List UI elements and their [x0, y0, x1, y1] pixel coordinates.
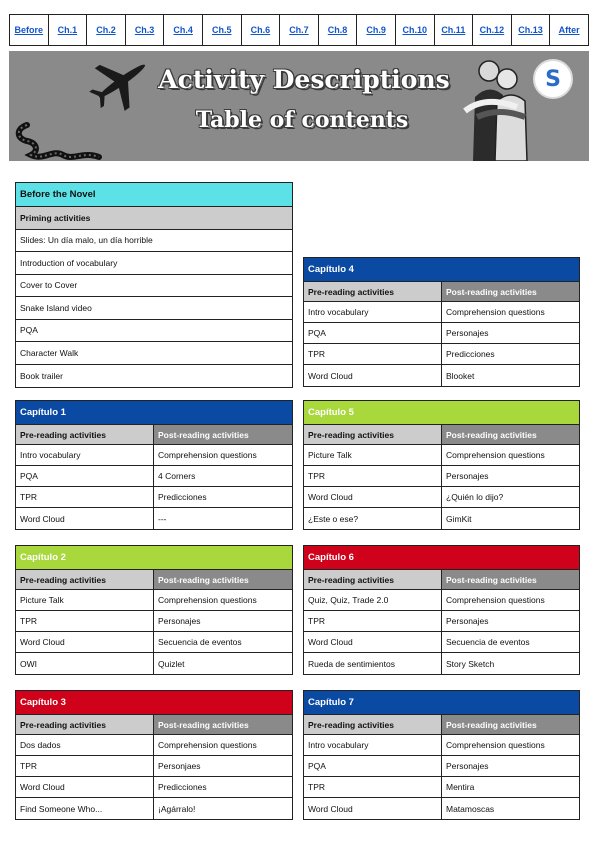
pre-activity: TPR [16, 487, 154, 507]
nav-link-ch6[interactable]: Ch.6 [241, 15, 280, 45]
post-activity: Mentira [446, 782, 475, 792]
pre-activity: Word Cloud [304, 365, 442, 386]
pre-activity: Quiz, Quiz, Trade 2.0 [304, 590, 442, 610]
capitulo-1-header: Capítulo 1 [16, 401, 292, 425]
pre-activity: Rueda de sentimientos [304, 653, 442, 674]
before-item: Slides: Un día malo, un día horrible [20, 235, 153, 246]
nav-link-ch7[interactable]: Ch.7 [279, 15, 318, 45]
post-activity: Story Sketch [446, 658, 495, 669]
pre-activity: OWI [16, 653, 154, 674]
pre-activity: Dos dados [16, 735, 154, 755]
post-reading-label: Post-reading activities [154, 715, 292, 734]
post-activity: Personajes [446, 471, 489, 481]
pre-activity: TPR [304, 611, 442, 631]
before-novel-header: Before the Novel [16, 183, 292, 207]
post-activity: ¿Quién lo dijo? [446, 492, 504, 502]
nav-link-ch2[interactable]: Ch.2 [86, 15, 125, 45]
pre-activity: Picture Talk [16, 590, 154, 610]
priming-activities-label: Priming activities [20, 212, 91, 223]
post-activity: 4 Corners [158, 471, 196, 481]
pre-activity: Find Someone Who... [16, 798, 154, 819]
post-activity: Comprehension questions [158, 450, 257, 460]
pre-activity: ¿Este o ese? [304, 508, 442, 529]
nav-link-ch5[interactable]: Ch.5 [202, 15, 241, 45]
pre-activity: TPR [304, 777, 442, 797]
pre-activity: Picture Talk [304, 445, 442, 465]
post-reading-label: Post-reading activities [154, 570, 292, 589]
capitulo-3-header: Capítulo 3 [16, 691, 292, 715]
nav-link-before[interactable]: Before [14, 25, 44, 35]
nav-link-ch10[interactable]: Ch.10 [395, 15, 434, 45]
post-activity: Predicciones [158, 782, 207, 792]
pre-activity: TPR [304, 344, 442, 364]
pre-reading-label: Pre-reading activities [304, 425, 442, 444]
pre-reading-label: Pre-reading activities [16, 425, 154, 444]
capitulo-4-table [303, 257, 580, 387]
banner-subtitle: Table of contents [195, 107, 409, 133]
pre-reading-label: Pre-reading activities [16, 570, 154, 589]
capitulo-3-table [15, 690, 293, 820]
post-activity: Personajes [446, 616, 489, 626]
pre-activity: PQA [304, 756, 442, 776]
pre-activity: PQA [16, 466, 154, 486]
post-activity: Comprehension questions [158, 740, 257, 750]
post-activity: Personajes [446, 328, 489, 338]
capitulo-1-table [15, 400, 293, 530]
pre-activity: TPR [16, 611, 154, 631]
header-banner [9, 51, 589, 161]
post-activity: Secuencia de eventos [446, 637, 530, 647]
post-activity: Blooket [446, 370, 475, 381]
post-activity: Secuencia de eventos [158, 637, 242, 647]
post-activity: Predicciones [158, 492, 207, 502]
pre-reading-label: Pre-reading activities [16, 715, 154, 734]
pre-activity: TPR [304, 466, 442, 486]
banner-title: Activity Descriptions [158, 65, 450, 94]
before-novel-table [15, 182, 293, 388]
post-activity: Comprehension questions [446, 740, 545, 750]
post-activity: ¡Agárralo! [158, 803, 196, 814]
pre-reading-label: Pre-reading activities [304, 715, 442, 734]
post-activity: Personajes [446, 761, 489, 771]
pre-activity: TPR [16, 756, 154, 776]
before-item: Introduction of vocabulary [20, 257, 118, 268]
capitulo-2-table [15, 545, 293, 675]
pre-activity: PQA [304, 323, 442, 343]
post-activity: --- [158, 513, 167, 524]
pre-activity: Word Cloud [16, 632, 154, 652]
post-reading-label: Post-reading activities [154, 425, 292, 444]
post-activity: Comprehension questions [446, 595, 545, 605]
capitulo-5-table [303, 400, 580, 530]
capitulo-6-header: Capítulo 6 [304, 546, 579, 570]
pre-activity: Word Cloud [304, 487, 442, 507]
capitulo-6-table [303, 545, 580, 675]
capitulo-2-header: Capítulo 2 [16, 546, 292, 570]
hugging-people-illustration [455, 51, 539, 161]
before-item: Book trailer [20, 370, 63, 381]
post-activity: GimKit [446, 513, 472, 524]
before-item: PQA [20, 325, 38, 336]
post-activity: Comprehension questions [158, 595, 257, 605]
nav-link-ch13[interactable]: Ch.13 [511, 15, 550, 45]
post-reading-label: Post-reading activities [442, 570, 579, 589]
pre-activity: Intro vocabulary [304, 735, 442, 755]
pre-reading-label: Pre-reading activities [304, 570, 442, 589]
logo-icon: S [533, 59, 573, 99]
pre-activity: Word Cloud [16, 777, 154, 797]
capitulo-7-header: Capítulo 7 [304, 691, 579, 715]
capitulo-4-header: Capítulo 4 [304, 258, 579, 282]
pre-reading-label: Pre-reading activities [304, 282, 442, 301]
pre-activity: Intro vocabulary [16, 445, 154, 465]
chapter-nav [9, 14, 589, 46]
post-reading-label: Post-reading activities [442, 715, 579, 734]
pre-activity: Word Cloud [304, 632, 442, 652]
nav-link-ch3[interactable]: Ch.3 [125, 15, 164, 45]
before-item: Character Walk [20, 347, 79, 358]
nav-link-ch4[interactable]: Ch.4 [163, 15, 202, 45]
post-reading-label: Post-reading activities [442, 282, 579, 301]
post-reading-label: Post-reading activities [442, 425, 579, 444]
before-item: Cover to Cover [20, 280, 78, 291]
nav-link-ch1[interactable]: Ch.1 [48, 15, 87, 45]
capitulo-7-table [303, 690, 580, 820]
pre-activity: Intro vocabulary [304, 302, 442, 322]
pre-activity: Word Cloud [16, 508, 154, 529]
pre-activity: Word Cloud [304, 798, 442, 819]
nav-link-ch11[interactable]: Ch.11 [434, 15, 473, 45]
nav-link-ch12[interactable]: Ch.12 [472, 15, 511, 45]
post-activity: Matamoscas [446, 803, 495, 814]
post-activity: Comprehension questions [446, 450, 545, 460]
nav-link-after[interactable]: After [549, 15, 588, 45]
post-activity: Personajes [158, 616, 201, 626]
post-activity: Personjaes [158, 761, 201, 771]
before-item: Snake Island video [20, 302, 92, 313]
nav-link-ch9[interactable]: Ch.9 [356, 15, 395, 45]
post-activity: Predicciones [446, 349, 495, 359]
post-activity: Comprehension questions [446, 307, 545, 317]
capitulo-5-header: Capítulo 5 [304, 401, 579, 425]
post-activity: Quizlet [158, 658, 185, 669]
nav-link-ch8[interactable]: Ch.8 [318, 15, 357, 45]
